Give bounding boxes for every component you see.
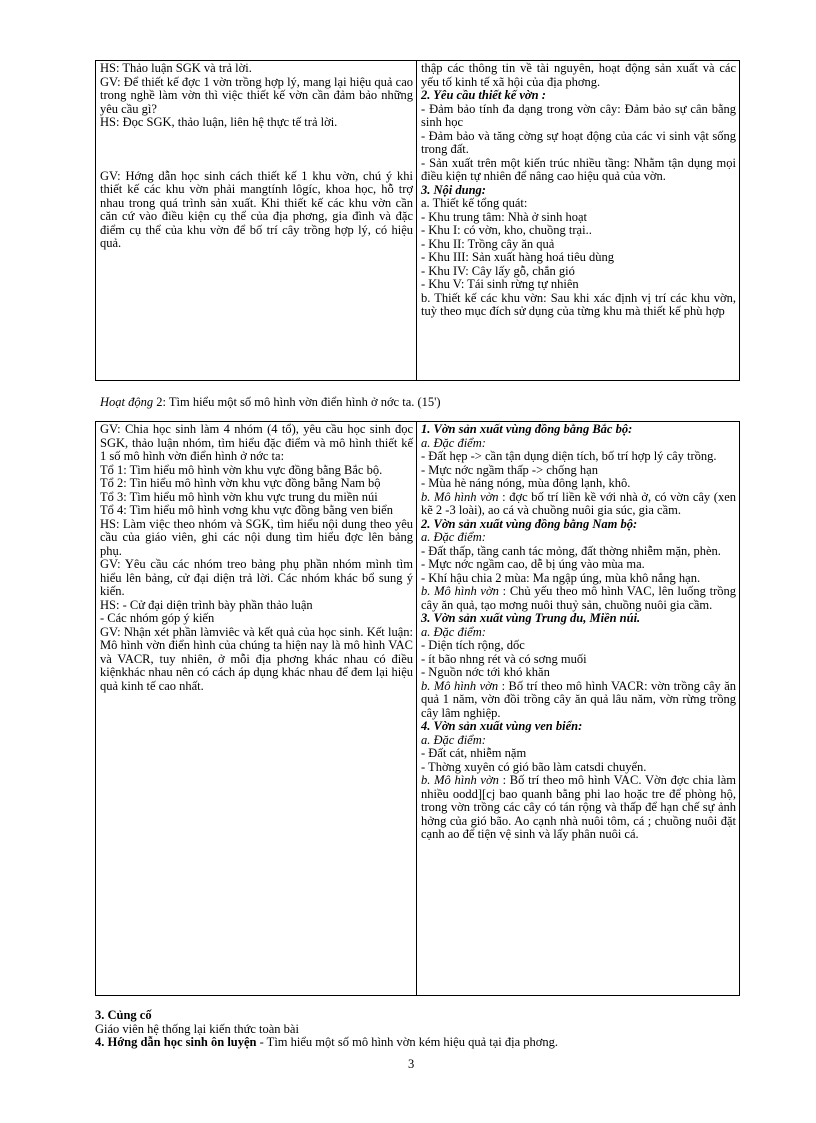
list-item: - Mực nớc ngầm cao, dễ bị úng vào mùa ma. (421, 557, 645, 571)
sub-heading: a. Đặc điểm: (421, 435, 486, 450)
list-item: - Nguồn nớc tới khó khăn (421, 665, 550, 679)
list-item: - Khu III: Sản xuất hàng hoá tiêu dùng (421, 250, 615, 264)
list-item: a. Thiết kế tổng quát: (421, 196, 528, 210)
list-item: - Thờng xuyên có gió bão làm catsdi chuyển. (421, 759, 647, 774)
list-item: - Đất hẹp -> cần tận dụng diện tích, bố trí hợp lý cây trồng. (421, 449, 717, 463)
section-heading: 2. Yêu cầu thiết kế vờn : (421, 88, 546, 102)
list-item: - Khu trung tâm: Nhà ở sinh hoạt (421, 209, 587, 224)
activity-text: 2: Tìm hiểu một số mô hình vờn điển hình ở nớc ta. (15') (153, 395, 441, 409)
paragraph: thập các thông tin về tài nguyên, hoạt động sản xuất và các yếu tố kinh tế xã hội của địa phơng. (421, 61, 736, 89)
list-item: b. Thiết kế các khu vờn: Sau khi xác định vị trí các khu vờn, tuỳ theo mục đích sử dụng của từng khu mà thiết kế phù hợp (421, 290, 736, 318)
list-item: - Khu I: có vờn, kho, chuồng trại.. (421, 223, 592, 237)
paragraph: GV: Yêu cầu các nhóm treo bảng phụ phần nhóm mình tìm hiểu lên bảng, cử đại diện trả lời. Các nhóm khác bổ sung ý kiến. (100, 557, 413, 598)
activity-heading (100, 396, 441, 410)
list-item: - Đất thấp, tầng canh tác mỏng, đất thờng nhiễm mặn, phèn. (421, 543, 721, 558)
list-item: - ít bão nhng rét và có sơng muối (421, 651, 587, 666)
paragraph: GV: Để thiết kế đợc 1 vờn trồng hợp lý, mang lại hiệu quả cao trong nghề làm vờn thì việc thiết kế vờn cần đảm bảo những yêu cầu gì? (100, 74, 413, 116)
paragraph: Giáo viên hệ thống lại kiến thức toàn bài (95, 1021, 299, 1036)
activity-label: Hoạt động (100, 395, 154, 409)
paragraph: - Các nhóm góp ý kiến (100, 611, 215, 625)
sub-heading: a. Đặc điểm: (421, 732, 486, 747)
paragraph: Tổ 1: Tìm hiểu mô hình vờn khu vực đồng bằng Bắc bộ. (100, 462, 383, 477)
paragraph (421, 774, 736, 842)
paragraph: HS: Thảo luận SGK và trả lời. (100, 61, 252, 75)
sub-heading: b. Mô hình vờn (421, 584, 499, 598)
sub-heading: a. Đặc điểm: (421, 530, 486, 544)
section-heading: 3. Nội dung: (421, 182, 486, 197)
paragraph: GV: Hớng dẫn học sinh cách thiết kế 1 khu vờn, chú ý khi thiết kế các khu vờn phải mangtính lôgíc, khoa học, hỗ trợ nhau trong quá trình sản xuất. Khi thiết kế các khu vờn cần căn cứ vào điều kiện cụ thể của địa phơng, gia đình và đặc điểm cụ thể của khu vờn để bố trí cây trồng hợp lý, có hiệu quả. (100, 168, 413, 250)
list-item: - Đảm bảo tính đa dạng trong vờn cây: Đảm bảo sự cân bằng sinh học (421, 101, 736, 129)
sub-heading: b. Mô hình vờn (421, 773, 499, 787)
table-lower-left-cell (96, 422, 417, 995)
table-upper-right-cell (417, 61, 739, 380)
paragraph (421, 680, 736, 721)
list-item: - Đất cát, nhiễm nặm (421, 746, 527, 760)
paragraph-text: : Chủ yếu theo mô hình VAC, lên luống trồng cây ăn quả, tạo mơng nuôi thuỷ sản, chuồng nuôi gia cầm. (421, 584, 737, 612)
paragraph: GV: Nhận xét phần làmviêc và kết quả của học sinh. Kết luận: Mô hình vờn điển hình của chúng ta hiện nay là mô hình VAC và VACR, tuy nhiên, ở mỗi địa phơng khác nhau có điều kiệnkhác nhau nên có cách áp dụng khác nhau để đem lại hiệu quả kinh tế cao nhất. (100, 624, 413, 693)
section-heading: 4. Vờn sản xuất vùng ven biển: (421, 719, 583, 733)
list-item: - Mùa hè náng nóng, mùa đông lạnh, khô. (421, 476, 631, 490)
sub-heading: b. Mô hình vờn (421, 489, 499, 504)
list-item: - Khí hậu chia 2 mùa: Ma ngập úng, mùa khô nắng hạn. (421, 570, 701, 585)
paragraph-text: : Bố trí theo mô hình VACR: vờn trồng cây ăn quả 1 năm, vờn đồi trồng cây ăn quả lâu năm, vờn rừng trồng cây lâm nghiệp. (421, 678, 737, 720)
section-heading: 4. Hớng dẫn học sinh ôn luyện (95, 1035, 257, 1049)
consolidation-section (95, 1009, 755, 1050)
list-item: - Mực nớc ngầm thấp -> chống hạn (421, 462, 598, 477)
list-item: - Sản xuất trên một kiến trúc nhiều tầng: Nhằm tận dụng mọi điều kiện tự nhiên để nâng cao hiệu quả của vờn. (421, 155, 736, 183)
list-item: - Diện tích rộng, dốc (421, 638, 525, 652)
paragraph: HS: Làm việc theo nhóm và SGK, tìm hiểu nội dung theo yêu cầu của giáo viên, ghi các nội dung tìm hiểu đợc lên bảng phụ. (100, 516, 413, 558)
sub-heading: b. Mô hình vờn (421, 678, 499, 693)
section-heading: 3. Vờn sản xuất vùng Trung du, Miền núi. (421, 611, 641, 625)
section-heading: 3. Củng cố (95, 1008, 152, 1022)
list-item: - Khu IV: Cây lấy gỗ, chắn gió (421, 263, 575, 278)
table-lower (95, 421, 740, 996)
list-item: - Đảm bảo và tăng cờng sự hoạt động của các vi sinh vật sống trong đất. (421, 128, 736, 156)
table-lower-right-cell (417, 422, 739, 995)
page-number: 3 (408, 1057, 415, 1071)
section-heading: 2. Vờn sản xuất vùng đồng bằng Nam bộ: (421, 516, 638, 531)
list-item: - Khu V: Tái sinh rừng tự nhiên (421, 277, 579, 291)
paragraph (95, 1036, 755, 1050)
paragraph: HS: Đọc SGK, thảo luận, liên hệ thực tế trả lời. (100, 115, 338, 129)
paragraph-text: - Tìm hiểu một số mô hình vờn kém hiệu quả tại địa phơng. (256, 1035, 558, 1049)
paragraph: Tổ 2: Tìn hiểu mô hình vờn khu vực đồng bằng Nam bộ (100, 476, 381, 490)
paragraph (421, 491, 736, 518)
paragraph: GV: Chia học sinh làm 4 nhóm (4 tổ), yêu cầu học sinh đọc SGK, thảo luận nhóm, tìm hiểu đặc điểm và mô hình thiết kế 1 số mô hình vờn điển hình ở nớc ta: (100, 422, 413, 463)
paragraph: HS: - Cử đại diện trình bày phần thảo luận (100, 597, 313, 612)
table-upper (95, 60, 740, 381)
paragraph: Tổ 3: Tìm hiểu mô hình vờn khu vực trung du miền núi (100, 489, 378, 504)
sub-heading: a. Đặc điểm: (421, 624, 486, 639)
paragraph-text: : đợc bố trí liền kề với nhà ở, có vờn cây (xen kẽ 2 -3 loài), ao cá và chuồng nuôi gia súc, gia cầm. (421, 489, 736, 517)
paragraph (421, 585, 736, 612)
list-item: - Khu II: Trồng cây ăn quả (421, 236, 555, 251)
paragraph-text: : Bố trí theo mô hình VAC. Vờn đợc chia làm nhiều oodd][cj bao quanh bằng phi lao hoặc tre để phòng hộ, trong vờn trồng các cây có tán rộng và thấp để hạn chế sự ảnh hởng của gió bão. Ao cạnh nhà nuôi tôm, cá ; chuồng nuôi đặt cạnh ao để tiện vệ sinh và lấy phân nuôi cá. (421, 773, 736, 841)
section-heading: 1. Vờn sản xuất vùng đồng bằng Bắc bộ: (421, 422, 633, 436)
paragraph: Tổ 4: Tìm hiểu mô hình vơng khu vực đồng bằng ven biển (100, 503, 393, 517)
table-upper-left-cell (96, 61, 417, 380)
